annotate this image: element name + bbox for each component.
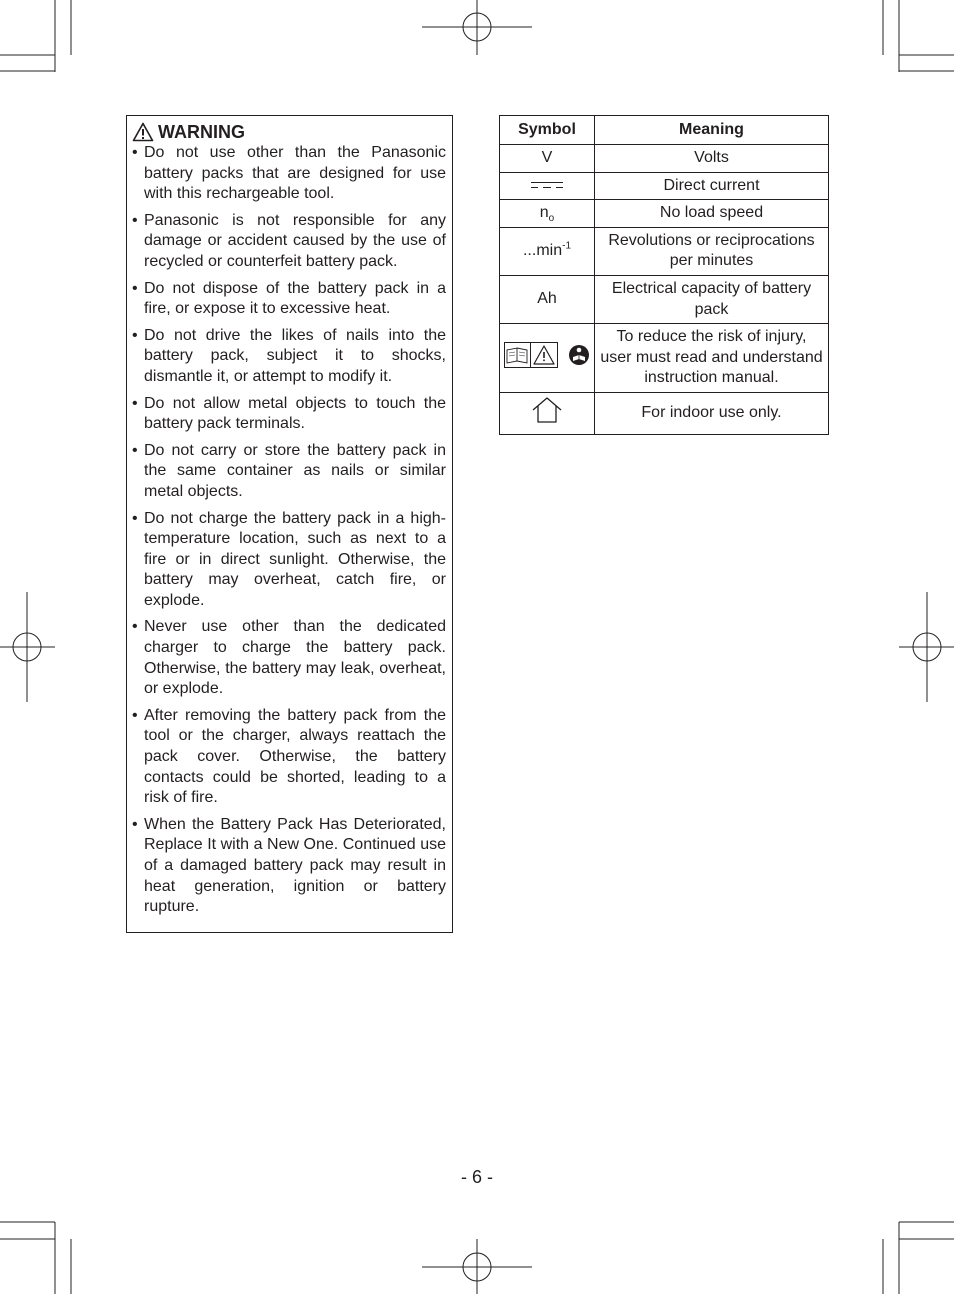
warning-item: • Do not use other than the Panasonic battery packs that are designed for use with this rechargeable tool. [132, 143, 446, 205]
symbol-cell [500, 227, 595, 275]
warning-title: WARNING [158, 122, 245, 142]
symbol-base: n [539, 204, 549, 222]
symbol-cell: Ah [500, 275, 595, 323]
warning-item: • Do not carry or store the battery pack in the same container as nails or similar metal objects. [132, 441, 446, 503]
direct-current-icon [530, 180, 564, 190]
warning-item: • Do not drive the likes of nails into the battery pack, subject it to shocks, dismantle it, or attempt to modify it. [132, 326, 446, 388]
symbol-cell: V [500, 145, 595, 173]
warning-item: • Do not allow metal objects to touch the battery pack terminals. [132, 394, 446, 435]
symbol-table [499, 115, 829, 435]
table-row [500, 275, 829, 323]
manual-book-warning-icon [504, 342, 558, 368]
warning-item: • Do not charge the battery pack in a high-temperature location, such as next to a fire or in direct sunlight. Otherwise, the battery may overheat, catch fire, or explode. [132, 509, 446, 612]
warning-triangle-icon [132, 122, 154, 142]
table-row [500, 145, 829, 173]
symbol-cell [500, 200, 595, 228]
table-row [500, 392, 829, 434]
warning-item: • Do not dispose of the battery pack in a fire, or expose it to excessive heat. [132, 279, 446, 320]
warning-item: • After removing the battery pack from the tool or the charger, always reattach the pack cover. Otherwise, the battery contacts could be shorted, leading to a risk of fire. [132, 706, 446, 809]
page-number: - 6 - [460, 1167, 493, 1187]
symbol-base: ...min [522, 242, 563, 260]
warning-item: • Never use other than the dedicated charger to charge the battery pack. Otherwise, the battery may leak, overheat, or explode. [132, 617, 446, 699]
meaning-cell: To reduce the risk of injury, user must read and understand instruction manual. [595, 324, 829, 393]
read-manual-mandatory-icon [568, 344, 590, 366]
table-row [500, 227, 829, 275]
symbol-superscript: -1 [562, 240, 572, 252]
house-icon [531, 396, 563, 424]
meaning-cell: No load speed [595, 200, 829, 228]
meaning-cell: Revolutions or reciprocations per minutes [595, 227, 829, 275]
meaning-cell: Direct current [595, 172, 829, 200]
symbol-cell [500, 324, 595, 393]
warning-box [126, 115, 453, 933]
meaning-cell: Volts [595, 145, 829, 173]
meaning-cell: Electrical capacity of battery pack [595, 275, 829, 323]
symbol-cell [500, 392, 595, 434]
table-row [500, 324, 829, 393]
read-manual-icons [504, 342, 590, 368]
header-meaning: Meaning [595, 116, 829, 145]
warning-item: • When the Battery Pack Has Deteriorated, Replace It with a New One. Continued use of a damaged battery pack may result in heat generation, ignition or battery rupture. [132, 815, 446, 918]
symbol-cell [500, 172, 595, 200]
header-symbol: Symbol [500, 116, 595, 145]
warning-heading [132, 121, 446, 143]
table-row [500, 200, 829, 228]
symbol-subscript: o [548, 213, 555, 225]
table-header-row [500, 116, 829, 145]
meaning-cell: For indoor use only. [595, 392, 829, 434]
table-row [500, 172, 829, 200]
warning-item: • Panasonic is not responsible for any damage or accident caused by the use of recycled or counterfeit battery pack. [132, 211, 446, 273]
warning-list [132, 143, 446, 918]
